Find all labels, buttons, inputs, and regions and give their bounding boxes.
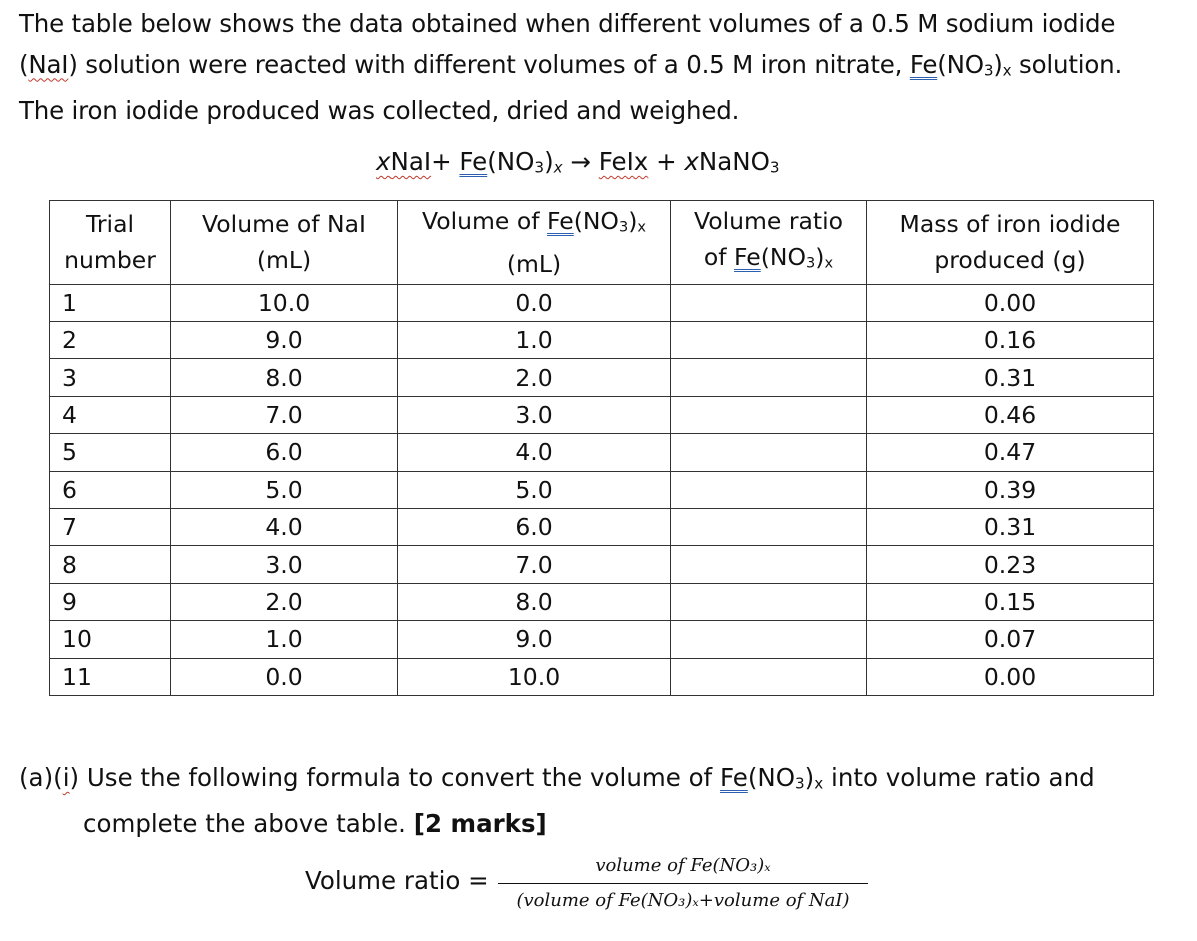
- cell-mass: 0.16: [867, 322, 1154, 359]
- subscript: 3: [618, 218, 629, 236]
- cell-nai-volume: 1.0: [171, 621, 398, 658]
- cell-volume-ratio[interactable]: [671, 621, 867, 658]
- plus: +: [431, 147, 460, 176]
- cell-fe-volume: 7.0: [398, 546, 671, 583]
- table-row: [50, 583, 1154, 620]
- cell-volume-ratio[interactable]: [671, 284, 867, 321]
- question-a-i: [19, 758, 1189, 844]
- table-header-row: [50, 201, 1154, 285]
- text: (a)(: [19, 763, 63, 792]
- text: (NO: [760, 243, 806, 271]
- text: into volume ratio and: [823, 763, 1095, 792]
- subscript: 3: [794, 774, 805, 793]
- text: Fe: [719, 763, 748, 792]
- data-table: [49, 200, 1154, 696]
- cell-fe-volume: 1.0: [398, 322, 671, 359]
- header-trial: [50, 201, 171, 285]
- table-row: [50, 284, 1154, 321]
- cell-fe-volume: 5.0: [398, 471, 671, 508]
- cell-volume-ratio[interactable]: [671, 658, 867, 695]
- cell-trial: 4: [50, 396, 171, 433]
- text: ): [544, 147, 554, 176]
- nai-formula: NaI: [390, 147, 432, 176]
- cell-fe-volume: 8.0: [398, 583, 671, 620]
- cell-nai-volume: 2.0: [171, 583, 398, 620]
- table-row: [50, 658, 1154, 695]
- text: ): [993, 49, 1003, 79]
- reaction-equation: [376, 143, 780, 187]
- table-row: [50, 546, 1154, 583]
- intro-line-1: The table below shows the data obtained when different volumes of a 0.5 M sodium iodide: [19, 9, 1116, 38]
- text: Volume of NaI: [202, 210, 366, 239]
- cell-nai-volume: 8.0: [171, 359, 398, 396]
- subscript: 3: [983, 61, 994, 80]
- fe-term: Fe: [909, 49, 938, 79]
- fe-formula: Fe: [459, 147, 488, 176]
- text: ): [69, 763, 87, 792]
- table-row: [50, 471, 1154, 508]
- marks-label: [2 marks]: [413, 808, 547, 838]
- text: i: [62, 763, 70, 792]
- cell-fe-volume: 3.0: [398, 396, 671, 433]
- intro-paragraph: [19, 4, 1189, 131]
- cell-trial: 10: [50, 621, 171, 658]
- subscript: x: [1002, 61, 1012, 80]
- cell-volume-ratio[interactable]: [671, 583, 867, 620]
- intro-line-2: [19, 45, 1189, 91]
- text: complete the above table.: [83, 808, 414, 838]
- fraction-bar: [498, 883, 868, 884]
- text: (NO: [747, 763, 795, 792]
- cell-fe-volume: 4.0: [398, 434, 671, 471]
- nano3-formula: NaNO: [698, 147, 770, 176]
- text: ) solution were reacted with different volumes of a 0.5 M iron nitrate,: [68, 49, 910, 79]
- text: Use the following formula to convert the volume of: [86, 763, 720, 792]
- cell-mass: 0.46: [867, 396, 1154, 433]
- cell-fe-volume: 0.0: [398, 284, 671, 321]
- text: (: [19, 49, 29, 79]
- cell-mass: 0.15: [867, 583, 1154, 620]
- text: Fe: [734, 243, 761, 271]
- cell-nai-volume: 5.0: [171, 471, 398, 508]
- header-mass: [867, 201, 1154, 285]
- cell-volume-ratio[interactable]: [671, 396, 867, 433]
- cell-volume-ratio[interactable]: [671, 471, 867, 508]
- text: Trial: [85, 210, 135, 239]
- cell-nai-volume: 9.0: [171, 322, 398, 359]
- text: (NO: [487, 147, 535, 176]
- cell-volume-ratio[interactable]: [671, 359, 867, 396]
- text: solution.: [1011, 49, 1123, 79]
- text: produced (g): [934, 246, 1086, 275]
- cell-nai-volume: 3.0: [171, 546, 398, 583]
- text: Fe: [546, 207, 574, 235]
- formula-lhs: Volume ratio =: [305, 866, 489, 895]
- text: Volume ratio: [693, 207, 844, 235]
- cell-trial: 9: [50, 583, 171, 620]
- cell-volume-ratio[interactable]: [671, 508, 867, 545]
- cell-volume-ratio[interactable]: [671, 546, 867, 583]
- feix-formula: FeIx: [598, 147, 649, 176]
- cell-mass: 0.00: [867, 284, 1154, 321]
- table-row: [50, 359, 1154, 396]
- cell-mass: 0.00: [867, 658, 1154, 695]
- formula-fraction: [498, 852, 868, 915]
- question-line-1: [19, 758, 1189, 804]
- subscript: x: [824, 254, 834, 272]
- cell-volume-ratio[interactable]: [671, 434, 867, 471]
- cell-mass: 0.31: [867, 359, 1154, 396]
- cell-trial: 5: [50, 434, 171, 471]
- volume-ratio-formula: [305, 852, 875, 918]
- cell-trial: 2: [50, 322, 171, 359]
- cell-nai-volume: 4.0: [171, 508, 398, 545]
- text: ): [628, 207, 638, 235]
- text: number: [64, 246, 156, 275]
- formula-denominator: (volume of Fe(NO₃)ₓ+volume of NaI): [516, 890, 850, 911]
- subscript: x: [637, 218, 646, 236]
- cell-trial: 8: [50, 546, 171, 583]
- coef-x: x: [376, 147, 391, 176]
- text: (mL): [256, 246, 312, 275]
- table-row: [50, 434, 1154, 471]
- header-fe-volume: [398, 201, 671, 285]
- text: Volume of: [421, 207, 547, 235]
- text: (NO: [573, 207, 619, 235]
- cell-nai-volume: 6.0: [171, 434, 398, 471]
- text: of: [703, 243, 735, 271]
- cell-fe-volume: 10.0: [398, 658, 671, 695]
- cell-trial: 6: [50, 471, 171, 508]
- coef-x: x: [684, 147, 699, 176]
- table-row: [50, 621, 1154, 658]
- subscript: 3: [769, 158, 780, 177]
- cell-fe-volume: 9.0: [398, 621, 671, 658]
- cell-trial: 3: [50, 359, 171, 396]
- cell-fe-volume: 2.0: [398, 359, 671, 396]
- cell-trial: 11: [50, 658, 171, 695]
- formula-numerator: volume of Fe(NO₃)ₓ: [595, 855, 771, 876]
- header-nai-volume: [171, 201, 398, 285]
- subscript: x: [553, 158, 563, 177]
- cell-mass: 0.39: [867, 471, 1154, 508]
- text: ): [804, 763, 815, 792]
- question-line-2: [19, 804, 1189, 844]
- cell-trial: 1: [50, 284, 171, 321]
- text: (NO: [937, 49, 984, 79]
- table-body: [50, 284, 1154, 695]
- cell-mass: 0.23: [867, 546, 1154, 583]
- cell-mass: 0.07: [867, 621, 1154, 658]
- cell-mass: 0.47: [867, 434, 1154, 471]
- table-row: [50, 322, 1154, 359]
- cell-nai-volume: 0.0: [171, 658, 398, 695]
- cell-nai-volume: 10.0: [171, 284, 398, 321]
- nai-term: NaI: [28, 49, 69, 79]
- intro-line-3: The iron iodide produced was collected, dried and weighed.: [19, 95, 740, 125]
- cell-nai-volume: 7.0: [171, 396, 398, 433]
- cell-volume-ratio[interactable]: [671, 322, 867, 359]
- cell-trial: 7: [50, 508, 171, 545]
- arrow-icon: →: [562, 147, 599, 176]
- table-row: [50, 508, 1154, 545]
- header-volume-ratio: [671, 201, 867, 285]
- text: (mL): [506, 249, 562, 278]
- text: ): [815, 243, 825, 271]
- cell-mass: 0.31: [867, 508, 1154, 545]
- cell-fe-volume: 6.0: [398, 508, 671, 545]
- table-row: [50, 396, 1154, 433]
- subscript: 3: [806, 254, 816, 272]
- subscript: x: [814, 774, 824, 793]
- subscript: 3: [534, 158, 545, 177]
- plus: +: [648, 147, 685, 176]
- text: Mass of iron iodide: [899, 210, 1121, 239]
